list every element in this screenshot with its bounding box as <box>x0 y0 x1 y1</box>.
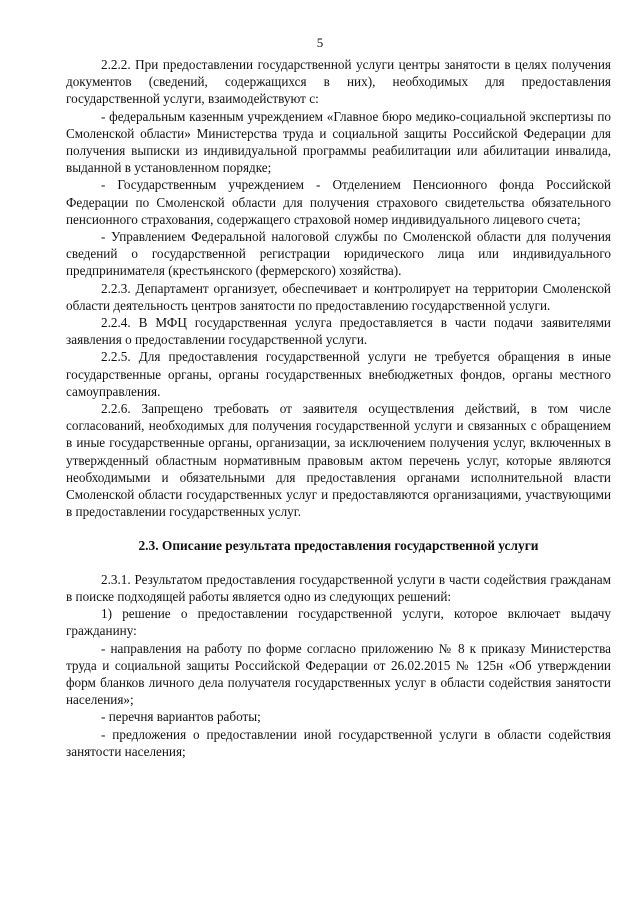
paragraph-2-3-1: 2.3.1. Результатом предоставления государственной услуги в части содействия гражданам в поиске подходящей работы является одно из следующих решений: <box>66 571 611 604</box>
page-number: 5 <box>316 35 324 50</box>
list-item-other-service: - предложения о предоставлении иной государственной услуги в области содействия занятости населения; <box>66 726 611 759</box>
section-heading-2-3: 2.3. Описание результата предоставления государственной услуги <box>138 538 539 554</box>
paragraph-2-2-6: 2.2.6. Запрещено требовать от заявителя осуществления действий, в том числе согласований, необходимых для получения государственной услуги и связанных с обращением в иные государственные органы, организации, за исключением получения услуг, включенных в утвержденный областным нормативным правовым актом перечень услуг, которые являются необходимыми и обязательными для предоставления органами исполнительной власти Смоленской области государственных услуг и предоставляются организациями, участвующими в предоставлении государственных услуг. <box>66 401 611 520</box>
document-body <box>66 56 611 760</box>
list-item-pension-fund: - Государственным учреждением - Отделением Пенсионного фонда Российской Федерации по Смоленской области для получения страхового свидетельства обязательного пенсионного страхования, содержащего страховой номер индивидуального лицевого счета; <box>66 177 611 227</box>
paragraph-2-2-5: 2.2.5. Для предоставления государственной услуги не требуется обращения в иные государственные органы, органы государственных внебюджетных фондов, органы местного самоуправления. <box>66 349 611 399</box>
list-item-mse-bureau: - федеральным казенным учреждением «Главное бюро медико-социальной экспертизы по Смоленской области» Министерства труда и социальной защиты Российской Федерации для получения выписки из индивидуальной программы реабилитации или абилитации инвалида, выданной в установленном порядке; <box>66 108 611 176</box>
list-item-decision-provide: 1) решение о предоставлении государственной услуги, которое включает выдачу гражданину: <box>66 606 611 639</box>
list-item-job-referral: - направления на работу по форме согласно приложению № 8 к приказу Министерства труда и социальной защиты Российской Федерации от 26.02.2015 № 125н «Об утверждении форм бланков личного дела получателя государственных услуг в области содействия занятости населения»; <box>66 640 611 708</box>
list-item-tax-service: - Управлением Федеральной налоговой службы по Смоленской области для получения сведений о государственной регистрации юридического лица или индивидуального предпринимателя (крестьянского (фермерского) хозяйства). <box>66 229 611 279</box>
paragraph-2-2-2: 2.2.2. При предоставлении государственной услуги центры занятости в целях получения документов (сведений, содержащихся в них), необходимых для предоставления государственной услуги, взаимодействуют с: <box>66 57 611 107</box>
paragraph-2-2-4: 2.2.4. В МФЦ государственная услуга предоставляется в части подачи заявителями заявления о предоставлении государственной услуги. <box>66 315 611 348</box>
list-item-job-options: - перечня вариантов работы; <box>101 709 261 725</box>
paragraph-2-2-3: 2.2.3. Департамент организует, обеспечивает и контролирует на территории Смоленской области деятельность центров занятости по предоставлению государственной услуги. <box>66 280 611 313</box>
